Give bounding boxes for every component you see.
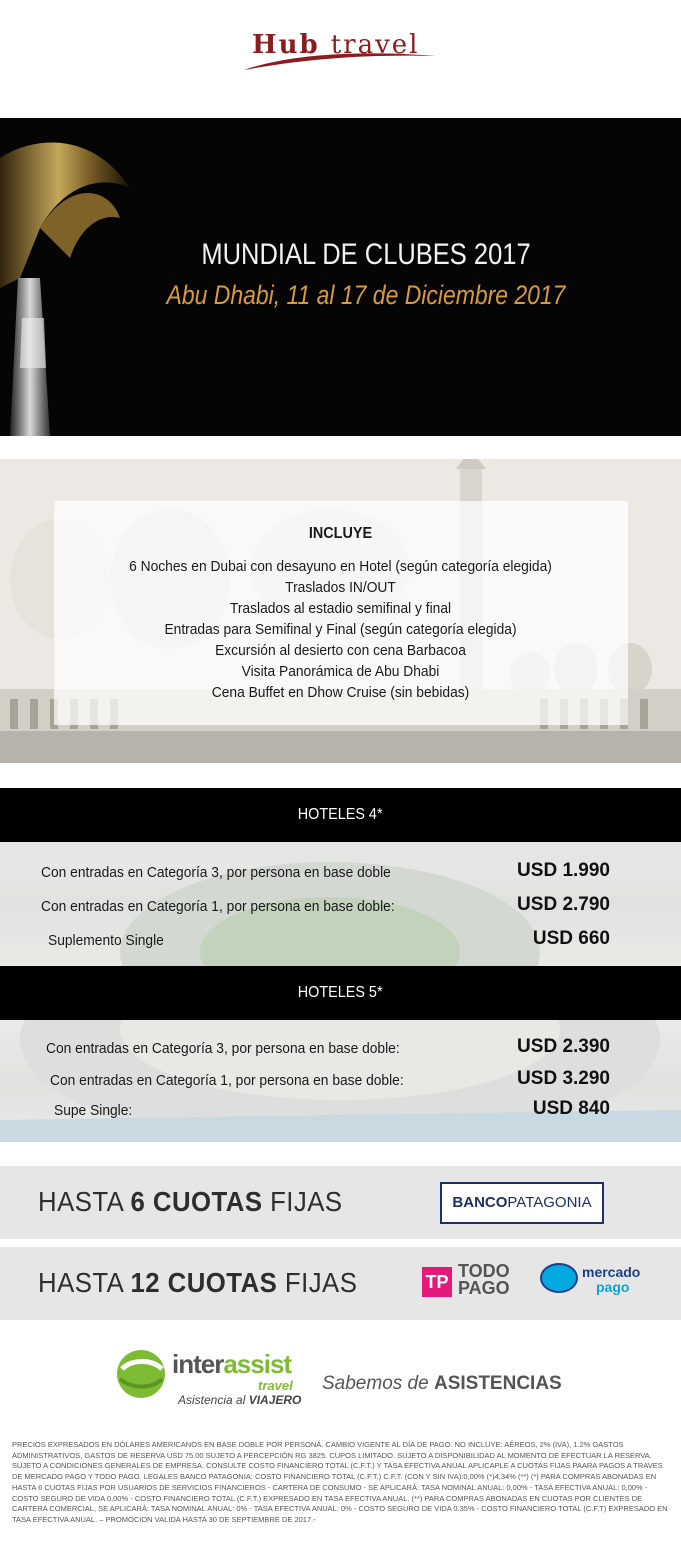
hero-title: MUNDIAL DE CLUBES 2017 <box>201 238 531 271</box>
slogan-light: Sabemos de <box>322 1373 434 1394</box>
mercadopago-line2: pago <box>596 1279 630 1295</box>
cuotas-12-text <box>38 1267 357 1299</box>
hotels5-header <box>0 966 681 1020</box>
hotels4-header <box>0 788 681 842</box>
bank-light: PATAGONIA <box>507 1194 592 1211</box>
price-row-value: USD 1.990 <box>517 860 610 881</box>
price-row-label: Con entradas en Categoría 1, por persona en base doble: <box>41 898 395 915</box>
includes-item: Cena Buffet en Dhow Cruise (sin bebidas) <box>211 684 470 701</box>
includes-section <box>0 459 681 763</box>
logo-swoosh-icon <box>240 48 440 74</box>
price-row-value: USD 2.790 <box>517 894 610 915</box>
hotels5-title: HOTELES 5* <box>298 984 383 1001</box>
payment-band-12-cuotas <box>0 1247 681 1320</box>
includes-item: 6 Noches en Dubai con desayuno en Hotel (según categoría elegida) <box>129 558 552 575</box>
interassist-slogan <box>322 1373 562 1395</box>
hero-subtitle: Abu Dhabi, 11 al 17 de Diciembre 2017 <box>166 280 566 310</box>
cuotas-strong: 6 CUOTAS <box>130 1186 263 1217</box>
cuotas-6-text <box>38 1186 343 1218</box>
cuotas-suffix: FIJAS <box>262 1186 343 1217</box>
interassist-banner <box>0 1335 681 1415</box>
todopago-icon: TP <box>422 1267 452 1297</box>
price-row-value: USD 840 <box>532 1098 610 1119</box>
todopago-wordmark <box>458 1263 538 1297</box>
price-row <box>0 860 681 890</box>
trophy-icon <box>0 118 150 436</box>
includes-item: Traslados al estadio semifinal y final <box>229 600 452 617</box>
price-row-value: USD 3.290 <box>517 1068 610 1089</box>
mercadopago-line1: mercado <box>582 1264 641 1280</box>
banco-patagonia-logo[interactable] <box>440 1182 604 1224</box>
price-row <box>0 928 681 958</box>
price-row-label: Con entradas en Categoría 3, por persona en base doble <box>41 864 391 881</box>
includes-title: INCLUYE <box>308 525 373 542</box>
slogan-strong: ASISTENCIAS <box>433 1373 562 1394</box>
todopago-line1: TODO <box>458 1261 510 1281</box>
price-row-label: Con entradas en Categoría 1, por persona en base doble: <box>50 1072 404 1089</box>
legal-text: PRECIOS EXPRESADOS EN DÓLARES AMERICANOS EN BASE DOBLE POR PERSONA. CAMBIO VIGENTE AL DÍA DE PAGO. NO INCLUYE: AÉREOS, 2% (IVA), 1.2% GASTOS ADMINISTRATIVOS, GASTOS DE RESERVA USD 75.00 SUJETO A PERCEPCIÓN RG 3825. CUPOS LIMITADO. SUJETO A DISPONIBILIDAD AL MOMENTO DE EFECTUAR LA RESERVA. SUJETO A CONDICIONES GENERALES DE EMPRESA. CONSULTE COSTO FINANCIERO TOTAL (C.F.T.) Y TASA EFECTIVA ANUAL APLICAPLE A CUOTAS FIJAS PAARA PAGOS A TRAVES DE MERCADO PAGO Y TODO PAGO. LEGALES BANCO PATAGONIA: COSTO FINANCIERO TOTAL (C.F.T.) C.F.T. (CON Y SIN IVA):0,00% (*)4,34% (**) (*) PARA COMPRAS ABONADAS EN HASTA 6 CUOTAS FIJAS POR USUARIOS DE SERVICIOS FINANCIEROS - CARTERA DE CONSUMO - SE APLICARÁ: TASA NOMINAL ANUAL: 0,00% - TASA EFECTIVA ANUAL: 0,00% - COSTO SEGURO DE VIDA 0,00% - COSTO FINANCIERO TOTAL (C.F.T.) EXPRESADO EN TASA EFECTIVA ANUAL. (**) PARA COMPRAS ABONADAS EN CUOTAS POR CLIENTES DE CARTERA COMERCIAL, SE APLICARÁ: TASA NOMINAL ANUAL: 0% - TASA EFECTIVA ANUAL: 0% - COSTO SEGURO DE VIDA 0.35% - COSTO FINANCIERO TOTAL (C.F.T) EXPRESADO EN TASA EFECTIVA ANUAL. – PROMOCION VALIDA HASTA 30 DE SEPTIEMBRE DE 2017.- <box>12 1440 668 1524</box>
price-row-value: USD 660 <box>532 928 610 949</box>
cuotas-strong: 12 CUOTAS <box>130 1267 278 1298</box>
cuotas-suffix: FIJAS <box>277 1267 358 1298</box>
handshake-icon <box>540 1263 578 1293</box>
interassist-tagline <box>178 1393 301 1407</box>
hero-banner <box>0 118 681 436</box>
tagline-light: Asistencia al <box>178 1393 249 1407</box>
logo-travel: travel <box>330 30 420 60</box>
hotels5-prices <box>0 1020 681 1142</box>
header <box>0 0 681 118</box>
globe-icon <box>112 1345 170 1403</box>
hotels4-title: HOTELES 4* <box>298 806 383 823</box>
price-row <box>0 1068 681 1098</box>
logo-hub: Hub <box>252 30 320 60</box>
tagline-strong: VIAJERO <box>248 1393 302 1407</box>
cuotas-prefix: HASTA <box>38 1267 131 1298</box>
bank-strong: BANCO <box>452 1194 508 1211</box>
price-row-label: Con entradas en Categoría 3, por persona en base doble: <box>46 1040 400 1057</box>
interassist-assist: assist <box>223 1349 292 1379</box>
mercadopago-wordmark <box>582 1265 640 1295</box>
price-row <box>0 1098 681 1128</box>
interassist-inter: inter <box>172 1349 224 1379</box>
price-row <box>0 894 681 924</box>
includes-item: Entradas para Semifinal y Final (según categoría elegida) <box>164 621 517 638</box>
includes-item: Traslados IN/OUT <box>285 579 396 596</box>
includes-list <box>0 556 681 703</box>
hotels4-prices <box>0 842 681 966</box>
price-row-label: Supe Single: <box>54 1102 133 1119</box>
todopago-line2: PAGO <box>458 1278 510 1298</box>
price-row-value: USD 2.390 <box>517 1036 610 1057</box>
price-row <box>0 1036 681 1066</box>
interassist-travel: travel <box>258 1378 293 1393</box>
interassist-wordmark[interactable] <box>172 1349 291 1380</box>
cuotas-prefix: HASTA <box>38 1186 131 1217</box>
price-row-label: Suplemento Single <box>48 932 164 949</box>
includes-item: Excursión al desierto con cena Barbacoa <box>215 642 466 659</box>
includes-item: Visita Panorámica de Abu Dhabi <box>241 663 440 680</box>
payment-band-6-cuotas <box>0 1166 681 1239</box>
